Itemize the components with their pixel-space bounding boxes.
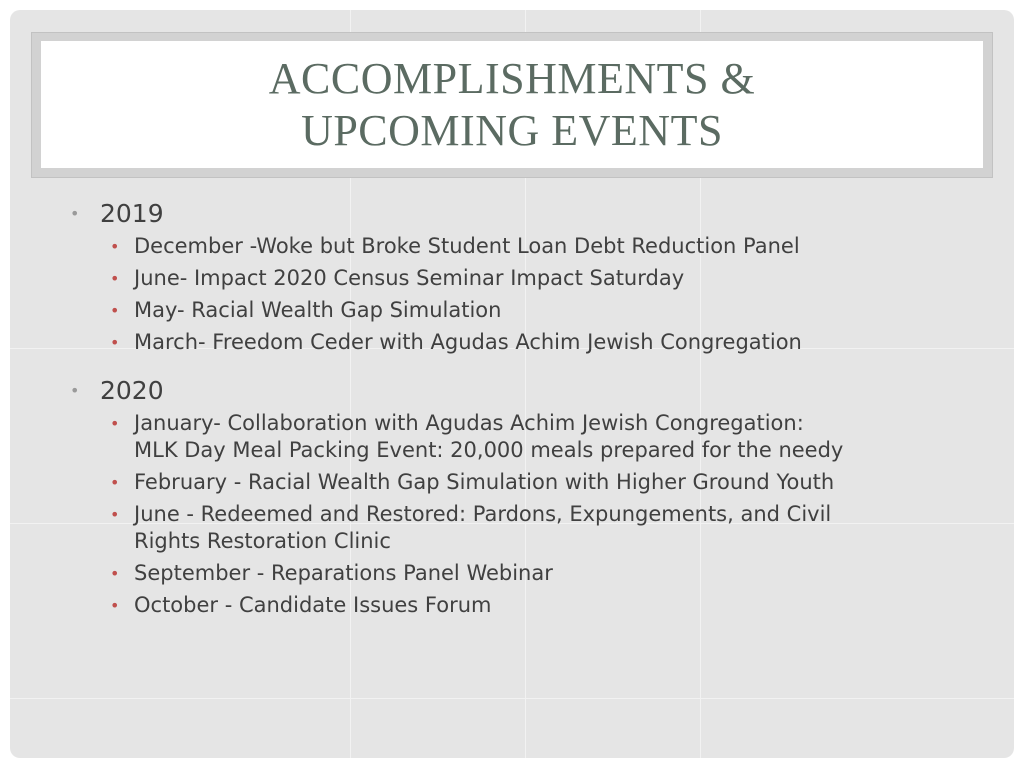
slide-title-line: UPCOMING EVENTS (301, 105, 723, 155)
event-item-line: • September - Reparations Panel Webinar (134, 561, 553, 585)
slide-title (269, 53, 755, 157)
event-item (68, 501, 948, 555)
year-section (68, 195, 948, 356)
slide-title-line: ACCOMPLISHMENTS & (268, 53, 756, 103)
event-item (68, 329, 948, 356)
slide (10, 10, 1014, 758)
grid-line (10, 698, 1014, 699)
event-item (68, 297, 948, 324)
year-heading: • 2020 (68, 372, 948, 410)
slide-content (68, 195, 948, 624)
event-item (68, 410, 948, 464)
event-item (68, 469, 948, 496)
event-item-line: • February - Racial Wealth Gap Simulation with Higher Ground Youth (134, 470, 835, 494)
event-item-line: • January- Collaboration with Agudas Achim Jewish Congregation: (134, 411, 804, 435)
event-item-line: • June- Impact 2020 Census Seminar Impact Saturday (134, 266, 685, 290)
year-heading: • 2019 (68, 195, 948, 233)
event-item-line: MLK Day Meal Packing Event: 20,000 meals prepared for the needy (134, 438, 844, 462)
event-item (68, 233, 948, 260)
event-item-line: • October - Candidate Issues Forum (134, 593, 492, 617)
title-box (41, 41, 983, 168)
event-item (68, 560, 948, 587)
title-frame (31, 32, 993, 178)
event-item (68, 592, 948, 619)
year-section (68, 372, 948, 619)
event-item-line: • June - Redeemed and Restored: Pardons, Expungements, and Civil (134, 502, 832, 526)
event-list (68, 410, 948, 619)
event-item-line: Rights Restoration Clinic (134, 529, 391, 553)
event-item-line: • December -Woke but Broke Student Loan Debt Reduction Panel (134, 234, 800, 258)
event-list (68, 233, 948, 356)
event-item-line: • May- Racial Wealth Gap Simulation (134, 298, 502, 322)
event-item-line: • March- Freedom Ceder with Agudas Achim Jewish Congregation (134, 330, 802, 354)
event-item (68, 265, 948, 292)
